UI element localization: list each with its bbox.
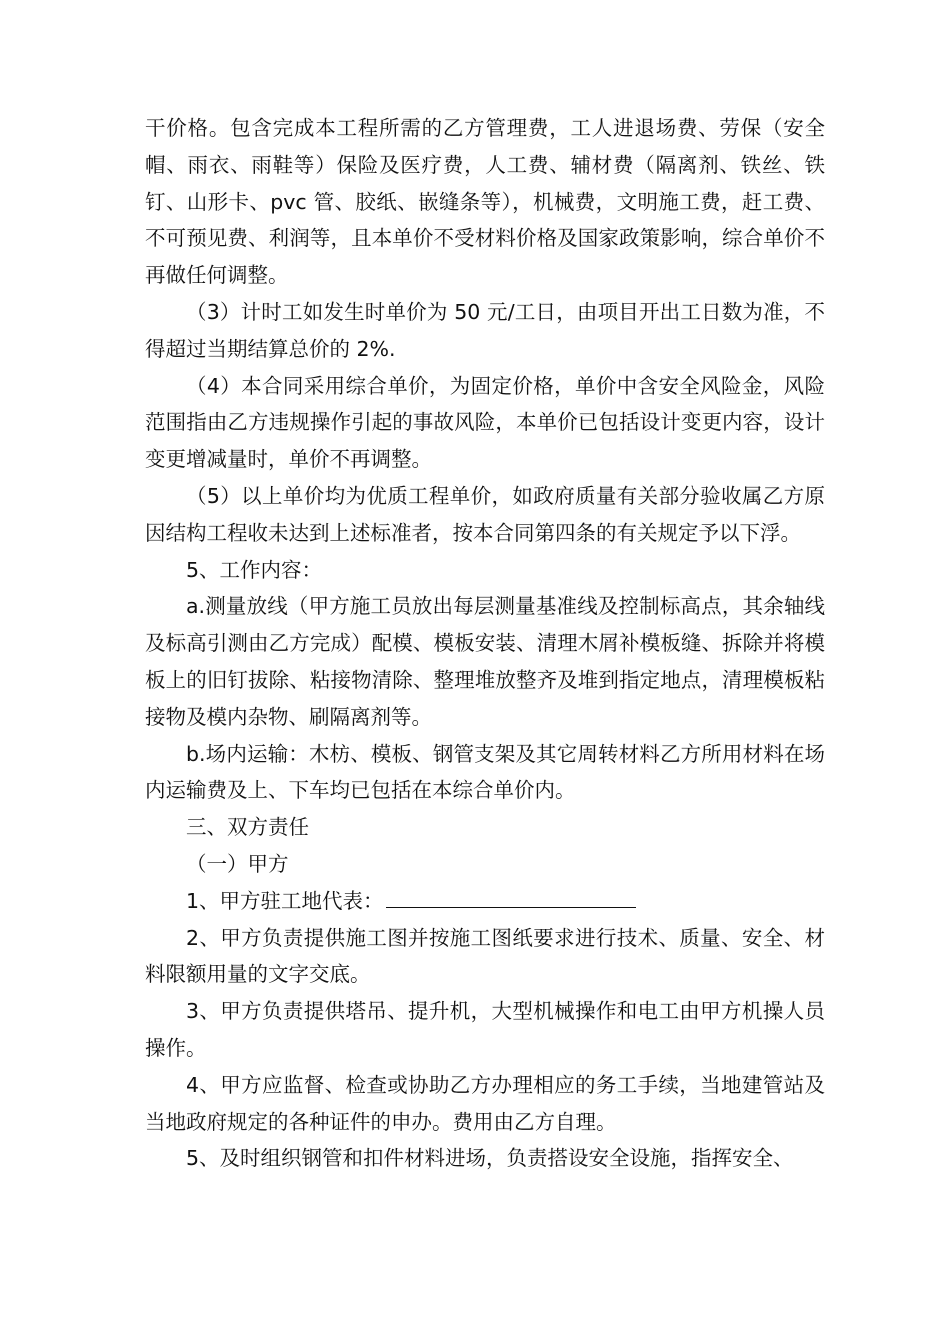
paragraph-item-b: b.场内运输：木枋、模板、钢管支架及其它周转材料乙方所用材料在场内运输费及上、下车均已包括在本综合单价内。	[145, 741, 825, 803]
paragraph-party-a-5: 5、及时组织钢管和扣件材料进场，负责搭设安全设施，指挥安全、	[186, 1146, 794, 1171]
heading-work-content: 5、工作内容：	[186, 557, 323, 582]
paragraph-party-a-1	[145, 883, 825, 920]
paragraph-item-5: （5）以上单价均为优质工程单价，如政府质量有关部分验收属乙方原因结构工程收未达到上述标准者，按本合同第四条的有关规定予以下浮。	[145, 483, 825, 545]
party-a-representative-label: 1、甲方驻工地代表：	[186, 888, 384, 913]
document-body	[145, 110, 825, 1177]
paragraph-item-4: （4）本合同采用综合单价，为固定价格，单价中含安全风险金，风险范围指由乙方违规操作引起的事故风险，本单价已包括设计变更内容，设计变更增减量时，单价不再调整。	[145, 373, 825, 472]
paragraph-party-a-2: 2、甲方负责提供施工图并按施工图纸要求进行技术、质量、安全、材料限额用量的文字交底。	[145, 925, 825, 987]
paragraph-item-a: a.测量放线（甲方施工员放出每层测量基准线及控制标高点，其余轴线及标高引测由乙方完成）配模、模板安装、清理木屑补模板缝、拆除并将模板上的旧钉拔除、粘接物清除、整理堆放整齐及堆到指定地点，清理模板粘接物及模内杂物、刷隔离剂等。	[145, 594, 825, 729]
paragraph-party-a-4: 4、甲方应监督、检查或协助乙方办理相应的务工手续，当地建管站及当地政府规定的各种证件的申办。费用由乙方自理。	[145, 1072, 825, 1134]
paragraph-item-3: （3）计时工如发生时单价为 50 元/工日，由项目开出工日数为准，不得超过当期结算总价的 2%.	[145, 299, 825, 361]
heading-party-a: （一）甲方	[186, 851, 289, 876]
heading-responsibilities: 三、双方责任	[186, 815, 309, 840]
paragraph-price-continuation: 干价格。包含完成本工程所需的乙方管理费，工人进退场费、劳保（安全帽、雨衣、雨鞋等）保险及医疗费，人工费、辅材费（隔离剂、铁丝、铁钉、山形卡、pvc 管、胶纸、嵌缝条等），机械费，文明施工费，赶工费、不可预见费、利润等，且本单价不受材料价格及国家政策影响，综合单价不再做任何调整。	[145, 116, 825, 288]
representative-blank-line[interactable]	[386, 906, 636, 908]
paragraph-party-a-3: 3、甲方负责提供塔吊、提升机，大型机械操作和电工由甲方机操人员操作。	[145, 999, 825, 1060]
